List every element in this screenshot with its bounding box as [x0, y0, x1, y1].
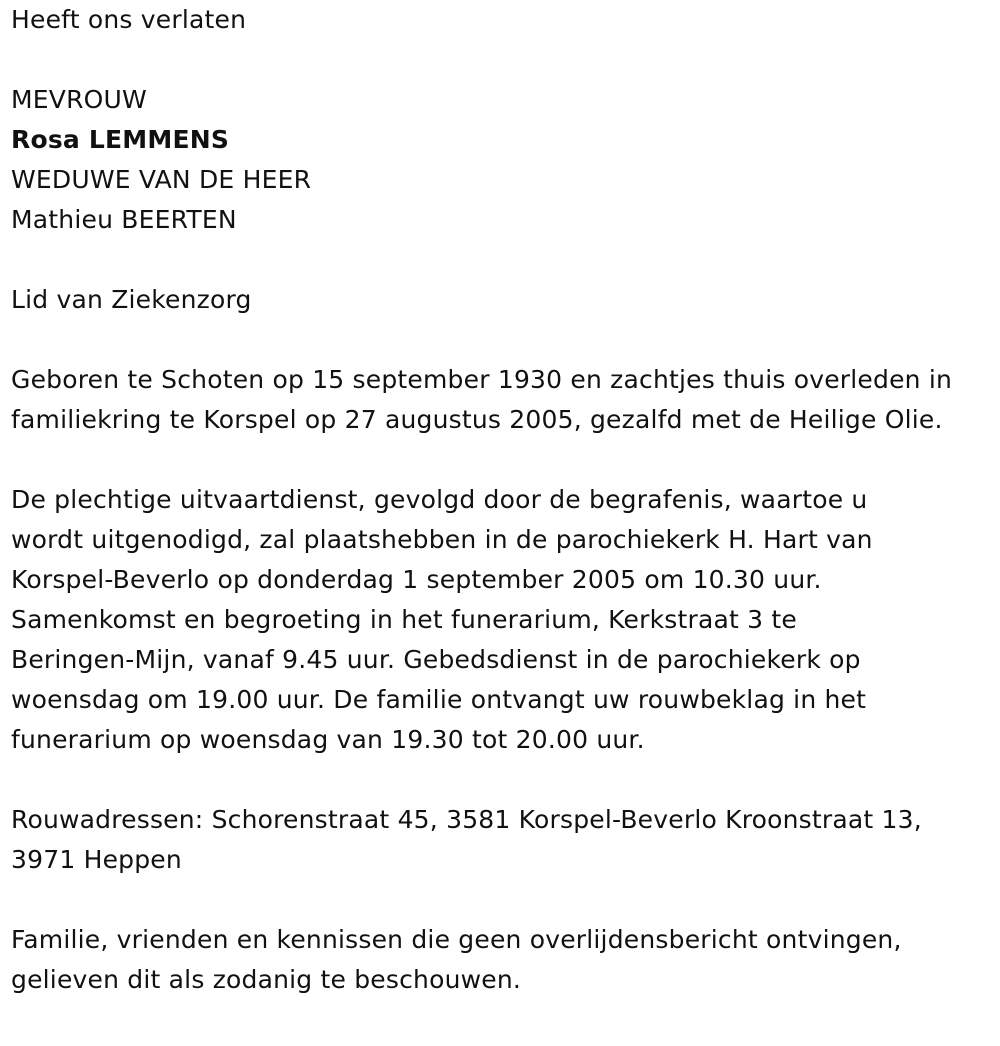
closing-line: gelieven dit als zodanig te beschouwen.	[11, 965, 522, 994]
birth-death-line: Geboren te Schoten op 15 september 1930 en zachtjes thuis overleden in	[11, 365, 953, 394]
birth-death-line: familiekring te Korspel op 27 augustus 2005, gezalfd met de Heilige Olie.	[11, 405, 943, 434]
spouse-name: Mathieu BEERTEN	[11, 205, 237, 234]
funeral-line: wordt uitgenodigd, zal plaatshebben in de parochiekerk H. Hart van	[11, 525, 873, 554]
funeral-line: Samenkomst en begroeting in het funerarium, Kerkstraat 3 te	[11, 605, 797, 634]
spacer	[11, 40, 996, 80]
funeral-line: funerarium op woensdag van 19.30 tot 20.00 uur.	[11, 725, 645, 754]
spacer	[11, 320, 996, 360]
funeral-line: Korspel-Beverlo op donderdag 1 september 2005 om 10.30 uur.	[11, 565, 822, 594]
address-line: 3971 Heppen	[11, 845, 182, 874]
salutation: MEVROUW	[11, 85, 147, 114]
spacer	[11, 440, 996, 480]
deceased-name: Rosa LEMMENS	[11, 125, 230, 154]
funeral-line: De plechtige uitvaartdienst, gevolgd door de begrafenis, waartoe u	[11, 485, 868, 514]
address-line: Rouwadressen: Schorenstraat 45, 3581 Korspel-Beverlo Kroonstraat 13,	[11, 805, 922, 834]
spacer	[11, 240, 996, 280]
intro-text: Heeft ons verlaten	[11, 5, 247, 34]
closing-line: Familie, vrienden en kennissen die geen overlijdensbericht ontvingen,	[11, 925, 902, 954]
spacer	[11, 760, 996, 800]
membership-text: Lid van Ziekenzorg	[11, 285, 252, 314]
funeral-line: woensdag om 19.00 uur. De familie ontvangt uw rouwbeklag in het	[11, 685, 867, 714]
funeral-line: Beringen-Mijn, vanaf 9.45 uur. Gebedsdienst in de parochiekerk op	[11, 645, 861, 674]
spacer	[11, 880, 996, 920]
death-notice	[11, 0, 996, 1000]
widow-of-label: WEDUWE VAN DE HEER	[11, 165, 312, 194]
